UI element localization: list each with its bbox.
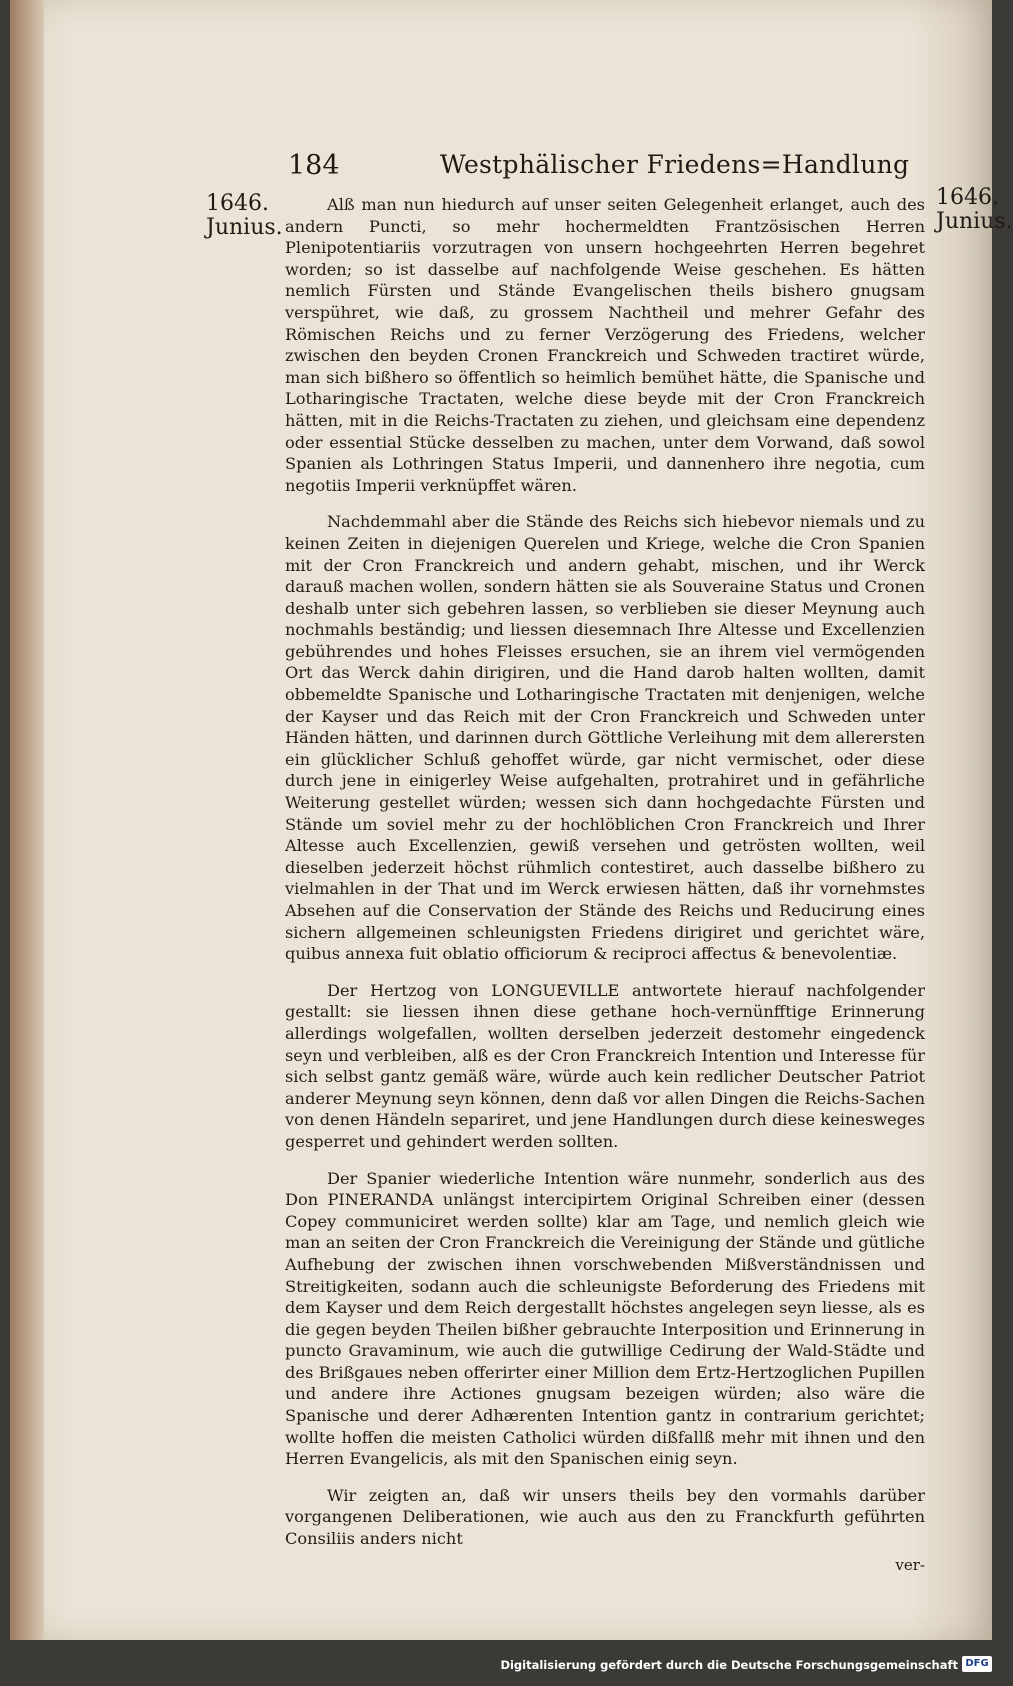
paragraph: Wir zeigten an, daß wir unsers theils bey den vormahls darüber vorgangenen Deliberationen, wie auch aus den zu Franckfurth geführten Consiliis anders nicht: [285, 1485, 925, 1549]
catchword: ver-: [895, 1555, 925, 1574]
left-margin-note: [206, 192, 283, 240]
right-margin-year: 1646.: [936, 185, 999, 210]
running-title: Westphälischer Friedens=Handlung: [440, 150, 910, 179]
paragraph: Nachdemmahl aber die Stände des Reichs sich hiebevor niemals und zu keinen Zeiten in diejenigen Querelen und Kriege, welche die Cron Spanien mit der Cron Franckreich und andern gehabt, mischen, und ihr Werck darauß machen wollen, sondern hätten sie als Souveraine Status und Cronen deshalb unter sich gebehren lassen, so verblieben sie dieser Meynung auch nochmahls beständig; und liessen diesemnach Ihre Altesse und Excellenzien gebührendes und hohes Fleisses ersuchen, sie an ihrem viel vermögenden Ort das Werck dahin dirigiren, und die Hand darob halten wollten, damit obbemeldte Spanische und Lotharingische Tractaten mit denjenigen, welche der Kayser und das Reich mit der Cron Franckreich und Schweden unter Händen hätten, und darinnen durch Göttliche Verleihung mit dem allerersten ein glücklicher Schluß gehoffet würde, gar nicht vermischet, oder diese durch jene in einigerley Weise aufgehalten, protrahiret und in gefährliche Weiterung gestellet würden; wessen sich dann hochgedachte Fürsten und Stände um soviel mehr zu der hochlöblichen Cron Franckreich und Ihrer Altesse auch Excellenzien, gewiß versehen und getrösten wollten, weil dieselben jederzeit höchst rühmlich contestiret, auch dasselbe bißhero zu vielmahlen in der That und im Werck erwiesen hätten, daß ihr vornehmstes Absehen auf die Conservation der Stände des Reichs und Reducirung eines sichern allgemeinen schleunigsten Friedens dirigiret und gerichtet wäre, quibus annexa fuit oblatio officiorum & reciproci affectus & benevolentiæ.: [285, 512, 925, 964]
dfg-logo-icon: DFG: [962, 1656, 992, 1672]
left-margin-month: Junius.: [206, 215, 283, 240]
page-number: 184: [288, 150, 340, 181]
left-margin-year: 1646.: [206, 191, 269, 216]
footer-bar: [0, 1652, 1000, 1686]
body-text: [285, 194, 925, 1576]
paragraph: Alß man nun hiedurch auf unser seiten Gelegenheit erlanget, auch des andern Puncti, so mehr hochermeldten Frantzösischen Herren Plenipotentiariis vorzutragen von unsern hochgeehrten Herren begehret worden; so ist dasselbe auf nachfolgende Weise geschehen. Es hätten nemlich Fürsten und Stände Evangelischen theils bishero gnugsam verspühret, wie daß, zu grossem Nachtheil und mehrer Gefahr des Römischen Reichs und zu ferner Verzögerung des Friedens, welcher zwischen den beyden Cronen Franckreich und Schweden tractiret würde, man sich bißhero so öffentlich so heimlich bemühet hätte, die Spanische und Lotharingische Tractaten, welche diese beyde mit der Cron Franckreich hätten, mit in die Reichs-Tractaten zu ziehen, und gleichsam eine dependenz oder essential Stücke desselben zu machen, unter dem Vorwand, daß sowol Spanien als Lothringen Status Imperii, und dannenhero ihre negotia, cum negotiis Imperii verknüpffet wären.: [285, 195, 925, 495]
paragraph: Der Hertzog von LONGUEVILLE antwortete hierauf nachfolgender gestallt: sie liessen ihnen diese gethane hoch-vernünfftige Erinnerung allerdings wolgefallen, wollten derselben jederzeit destomehr eingedenck seyn und verbleiben, alß es der Cron Franckreich Intention und Interesse für sich selbst gantz gemäß wäre, würde auch kein redlicher Deutscher Patriot anderer Meynung seyn können, denn daß vor allen Dingen die Reichs-Sachen von denen Händeln separiret, und jene Handlungen durch diese keinesweges gesperret und gehindert werden sollten.: [285, 980, 925, 1151]
right-margin-note: [936, 186, 1013, 234]
book-spine: [10, 0, 44, 1640]
funding-credit: Digitalisierung gefördert durch die Deutsche Forschungsgemeinschaft: [500, 1658, 958, 1672]
paragraph: Der Spanier wiederliche Intention wäre nunmehr, sonderlich aus des Don PINERANDA unlängst intercipirtem Original Schreiben einer (dessen Copey communiciret werden sollte) klar am Tage, und nemlich gleich wie man an seiten der Cron Franckreich die Vereinigung der Stände und gütliche Aufhebung der zwischen ihnen vorschwebenden Mißverständnissen und Streitigkeiten, sodann auch die schleunigste Beforderung des Friedens mit dem Kayser und dem Reich dergestallt höchstes angelegen seyn liesse, als es die gegen beyden Theilen bißher gebrauchte Interposition und Erinnerung in puncto Gravaminum, wie auch die gutwillige Cedirung der Wald-Städte und des Brißgaues neben offerirter einer Million dem Ertz-Hertzoglichen Pupillen und andere ihre Actiones gnugsam bezeigen würden; also wäre die Spanische und derer Adhærenten Intention gantz in contrarium gerichtet; wollte hoffen die meisten Catholici würden dißfallß mehr mit ihnen und den Herren Evangelicis, als mit den Spanischen einig seyn.: [285, 1168, 925, 1469]
page-header: [0, 150, 1000, 190]
right-margin-month: Junius.: [936, 209, 1013, 234]
